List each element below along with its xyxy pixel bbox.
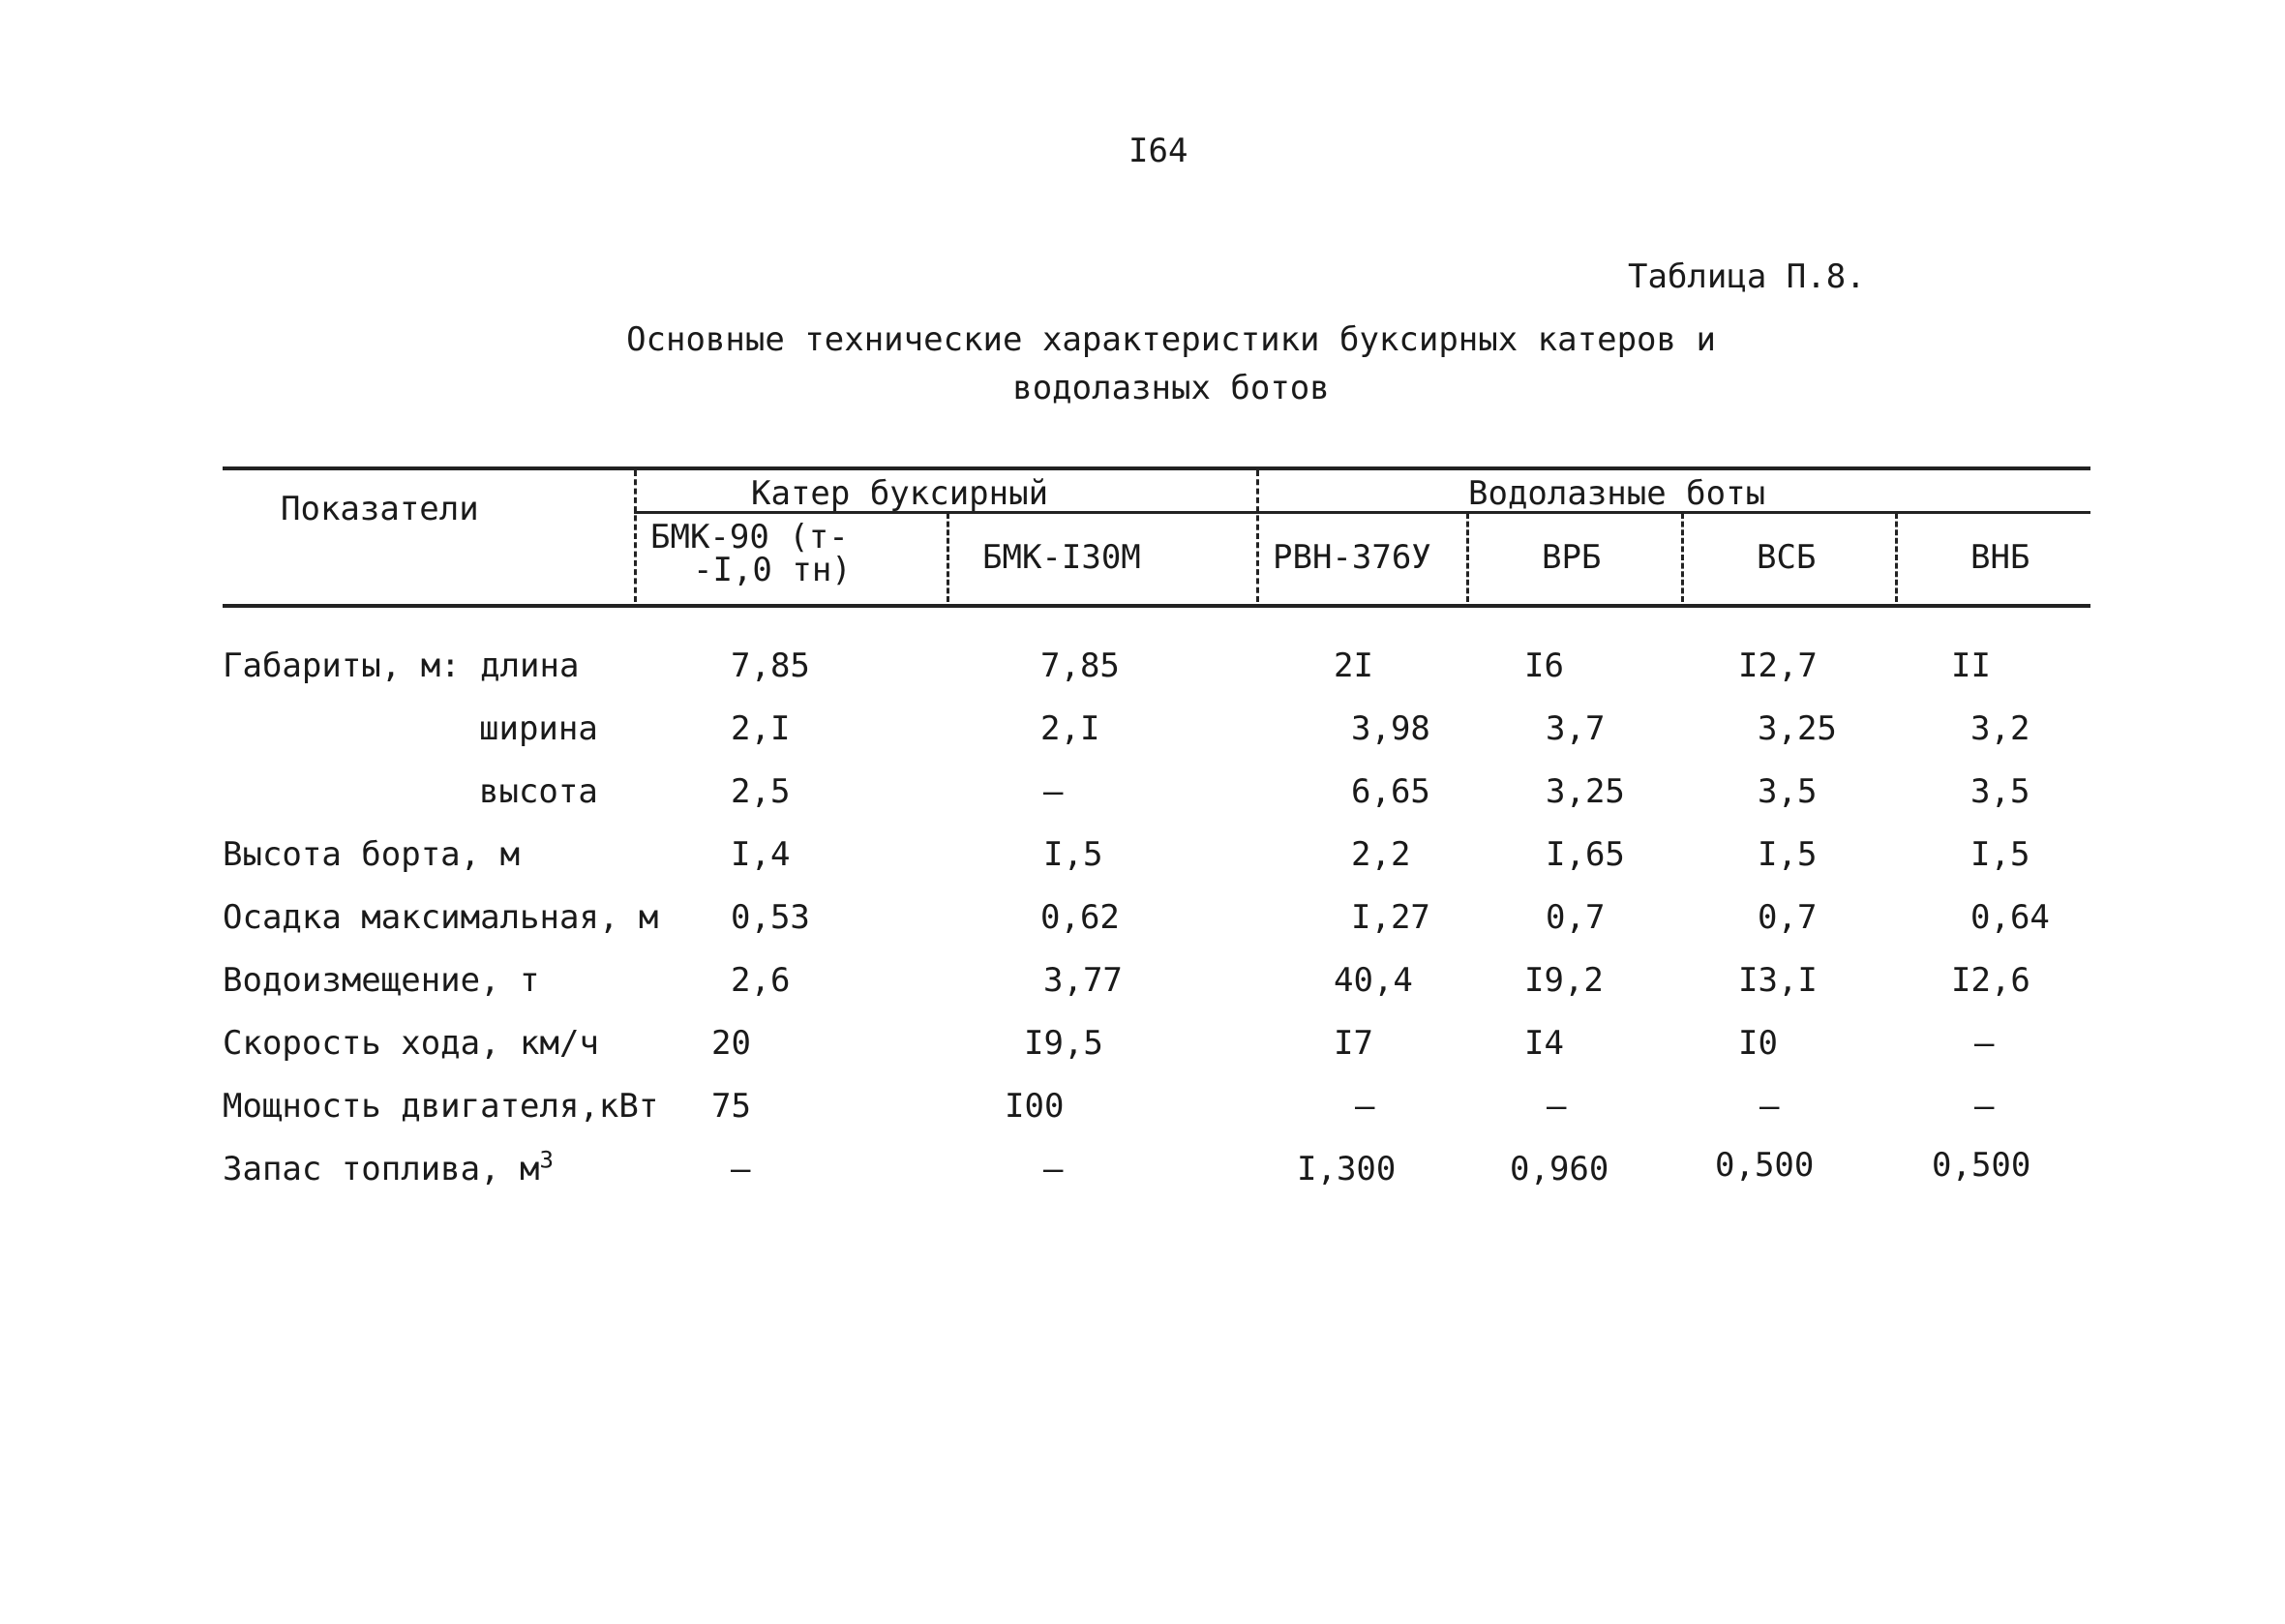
cell-value: 3,25: [1758, 709, 1837, 748]
cell-value: I,4: [731, 835, 791, 874]
cell-value: 0,7: [1546, 898, 1606, 937]
row-label-displacement: Водоизмещение, т: [223, 961, 540, 1000]
header-divider-4: [1466, 513, 1469, 602]
row-label-height: высота: [479, 772, 598, 811]
row-label-power: Мощность двигателя,кВт: [223, 1087, 659, 1126]
cell-value: I00: [1005, 1087, 1065, 1126]
cell-value: 2,5: [731, 772, 791, 811]
cell-value: I,27: [1351, 898, 1430, 937]
cell-value: 40,4: [1334, 961, 1413, 1000]
header-divider-6: [1895, 513, 1898, 602]
row-label-fuel: [223, 1146, 554, 1188]
header-col-vnb: ВНБ: [1970, 538, 2030, 577]
row-label-fuel-text: Запас топлива, м: [223, 1150, 540, 1188]
cell-value: I0: [1738, 1024, 1778, 1063]
row-label-length: Габариты, м: длина: [223, 647, 580, 685]
cell-value: I3,I: [1738, 961, 1818, 1000]
cell-value: I6: [1524, 647, 1564, 685]
cell-value: I,5: [1043, 835, 1103, 874]
cell-value: I,300: [1297, 1150, 1397, 1188]
cell-value: 2I: [1334, 647, 1373, 685]
cell-value: 3,5: [1970, 772, 2030, 811]
cell-value: –: [731, 1150, 751, 1188]
header-divider-5: [1681, 513, 1684, 602]
cell-value: I,5: [1758, 835, 1818, 874]
cell-value: II: [1951, 647, 1991, 685]
header-col-vsb: ВСБ: [1757, 538, 1817, 577]
header-indicators: Показатели: [281, 490, 479, 528]
cell-value: 3,5: [1758, 772, 1818, 811]
header-col-bmk90: [650, 518, 852, 589]
cell-value: 2,6: [731, 961, 791, 1000]
header-divider-1: [634, 470, 637, 602]
cell-value: 6,65: [1351, 772, 1430, 811]
cell-value: 0,500: [1932, 1146, 2031, 1185]
row-label-width: ширина: [479, 709, 598, 748]
row-label-freeboard: Высота борта, м: [223, 835, 521, 874]
cell-value: –: [1759, 1087, 1780, 1126]
cell-value: 3,7: [1546, 709, 1606, 748]
header-col-vrb: ВРБ: [1542, 538, 1602, 577]
cell-value: 3,77: [1043, 961, 1123, 1000]
cell-value: 7,85: [1040, 647, 1120, 685]
cell-value: –: [1355, 1087, 1375, 1126]
cell-value: 20: [711, 1024, 751, 1063]
cell-value: 75: [711, 1087, 751, 1126]
cell-value: 0,53: [731, 898, 810, 937]
header-divider-3: [1256, 470, 1259, 602]
row-label-draft: Осадка максимальная, м: [223, 898, 659, 937]
cell-value: I7: [1334, 1024, 1373, 1063]
header-col-bmk130m: БМК-I30М: [982, 538, 1141, 577]
cell-value: –: [1974, 1087, 1995, 1126]
cell-value: –: [1547, 1087, 1567, 1126]
cell-value: I,65: [1546, 835, 1625, 874]
table-label: Таблица П.8.: [1628, 257, 1866, 296]
cell-value: –: [1974, 1024, 1995, 1063]
cell-value: 3,98: [1351, 709, 1430, 748]
row-label-speed: Скорость хода, км/ч: [223, 1024, 599, 1063]
title-line-1: Основные технические характеристики буксирных катеров и: [626, 320, 1716, 359]
cell-value: 0,960: [1510, 1150, 1609, 1188]
cell-value: 0,64: [1970, 898, 2050, 937]
cell-value: I2,7: [1738, 647, 1818, 685]
header-group-diving: Водолазные боты: [1468, 474, 1766, 513]
table-title: [542, 316, 1800, 412]
page-number: I64: [1128, 132, 1188, 170]
cell-value: 0,7: [1758, 898, 1818, 937]
cell-value: –: [1043, 772, 1064, 811]
cell-value: I4: [1524, 1024, 1564, 1063]
cell-value: 3,25: [1546, 772, 1625, 811]
cell-value: 2,2: [1351, 835, 1411, 874]
cell-value: I,5: [1970, 835, 2030, 874]
cell-value: 2,I: [731, 709, 791, 748]
cell-value: 7,85: [731, 647, 810, 685]
cell-value: 0,62: [1040, 898, 1120, 937]
table-top-rule: [223, 466, 2090, 470]
cell-value: 3,2: [1970, 709, 2030, 748]
header-col-bmk90-line1: БМК-90 (т-: [650, 518, 849, 556]
cell-value: I9,2: [1524, 961, 1604, 1000]
header-col-bmk90-line2: -I,0 тн): [693, 551, 852, 589]
title-line-2: водолазных ботов: [1012, 369, 1330, 407]
cell-value: I9,5: [1024, 1024, 1103, 1063]
cell-value: –: [1043, 1150, 1064, 1188]
cell-value: 2,I: [1040, 709, 1100, 748]
row-label-fuel-sup: 3: [539, 1146, 554, 1174]
cell-value: I2,6: [1951, 961, 2030, 1000]
cell-value: 0,500: [1715, 1146, 1815, 1185]
header-col-rvn376u: РВН-376У: [1273, 538, 1431, 577]
header-divider-2: [947, 513, 949, 602]
header-bottom-rule: [223, 604, 2090, 608]
header-group-tug: Катер буксирный: [751, 474, 1049, 513]
